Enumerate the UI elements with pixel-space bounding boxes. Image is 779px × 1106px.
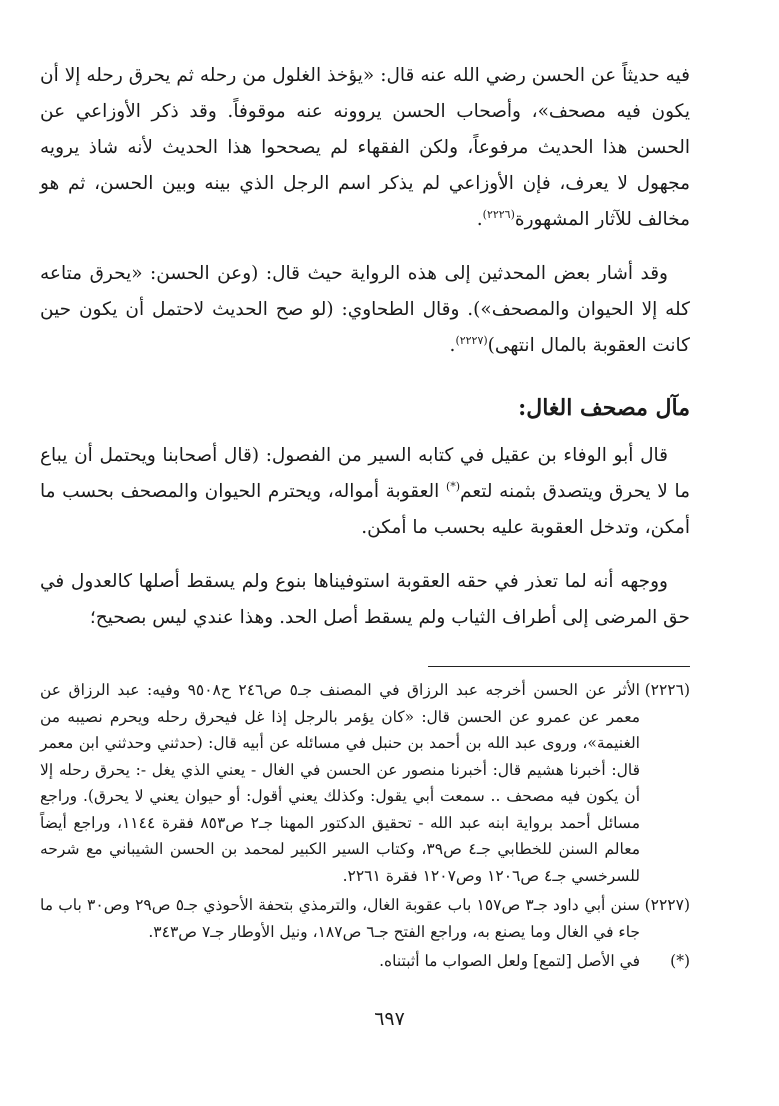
footnote-number: (٢٢٢٦) (644, 681, 690, 699)
footnotes (40, 677, 690, 975)
paragraph-4-text: ووجهه أنه لما تعذر في حقه العقوبة استوفيناها بنوع ولم يسقط أصلها كالعدول في حق المرضى إلى أطراف الثياب ولم يسقط أصل الحد. وهذا عندي ليس بصحيح؛ (40, 571, 690, 628)
footnote-text: في الأصل [لتمع] ولعل الصواب ما أثبتناه. (379, 952, 640, 970)
paragraph-3 (40, 438, 690, 546)
footnote-number: (٢٢٢٧) (644, 896, 690, 914)
paragraph-3-before: قال أبو الوفاء بن عقيل في كتابه السير من الفصول: (قال أصحابنا ويحتمل أن يباع ما لا يحرق ويتصدق بثمنه لتعم (40, 445, 690, 502)
footnote-ref-2227[interactable]: (٢٢٢٧) (455, 333, 488, 347)
paragraph-1-text: فيه حديثاً عن الحسن رضي الله عنه قال: «يؤخذ الغلول من رحله ثم يحرق رحله إلا أن يكون فيه مصحف»، وأصحاب الحسن يروونه عنه موقوفاً. وقد ذكر الأوزاعي عن الحسن هذا الحديث مرفوعاً، ولكن الفقهاء لم يصححوا هذا الحديث لأنه شاذ يرويه مجهول لا يعرف، فإن الأوزاعي لم يذكر اسم الرجل الذي بينه وبين الحسن، ثم هو مخالف للآثار المشهورة (40, 65, 690, 230)
footnote-text: الأثر عن الحسن أخرجه عبد الرزاق في المصنف جـ٥ ص٢٤٦ ح٩٥٠٨ وفيه: عبد الرزاق عن معمر عن عمرو عن الحسن قال: «كان يؤمر بالرجل إذا غل فيحرق رحله ويحرم نصيبه من الغنيمة»، وروى عبد الله بن أحمد بن حنبل في مسائله عن أبيه قال: (حدثني وحدثني ابن معمر قال: أخبرنا هشيم قال: أخبرنا منصور عن الحسن في الغال - يعني الذي يغل -: يحرق رحله إلا أن يكون فيه مصحف .. سمعت أبي يقول: وكذلك يعني أقول: أو حيوان يعني لا يحرق). وراجع مسائل أحمد برواية ابنه عبد الله - تحقيق الدكتور المهنا جـ٢ ص٨٥٣ فقرة ١١٤٤، وراجع أيضاً معالم السنن للخطابي جـ٤ ص٣٩، وكتاب السير الكبير لمحمد بن الحسن الشيباني مع شرحه للسرخسي جـ٤ ص١٢٠٦ وص١٢٠٧ فقرة ٢٢٦١. (40, 681, 640, 885)
footnote-number: (*) (670, 952, 690, 970)
footnote-ref-2226[interactable]: (٢٢٢٦) (482, 207, 515, 221)
paragraph-4 (40, 564, 690, 636)
paragraph-3-after: العقوبة أمواله، ويحترم الحيوان والمصحف بحسب ما أمكن، وتدخل العقوبة عليه بحسب ما أمكن. (40, 481, 690, 538)
paragraph-1 (40, 58, 690, 238)
paragraph-2-text: وقد أشار بعض المحدثين إلى هذه الرواية حيث قال: (وعن الحسن: «يحرق متاعه كله إلا الحيوان والمصحف»). وقال الطحاوي: (لو صح الحديث لاحتمل أن يكون حين كانت العقوبة بالمال انتهى) (40, 263, 690, 356)
section-heading: مآل مصحف الغال: (518, 395, 690, 421)
footnote-2227 (40, 892, 690, 945)
footnote-2226 (40, 677, 690, 889)
page-number: ٦٩٧ (374, 1008, 405, 1030)
footnote-star (40, 948, 690, 975)
page-body (40, 58, 690, 975)
footnote-text: سنن أبي داود جـ٣ ص١٥٧ باب عقوبة الغال، والترمذي بتحفة الأحوذي جـ٥ ص٢٩ وص٣٠ باب ما جاء في الغال وما يصنع به، وراجع الفتح جـ٦ ص١٨٧، ونيل الأوطار جـ٧ ص٣٤٣. (40, 896, 641, 941)
paragraph-1-tail: . (476, 209, 483, 230)
footnote-ref-star[interactable]: (*) (445, 479, 461, 493)
paragraph-2-tail: . (449, 335, 456, 356)
paragraph-2 (40, 256, 690, 364)
footnote-separator (428, 666, 690, 667)
